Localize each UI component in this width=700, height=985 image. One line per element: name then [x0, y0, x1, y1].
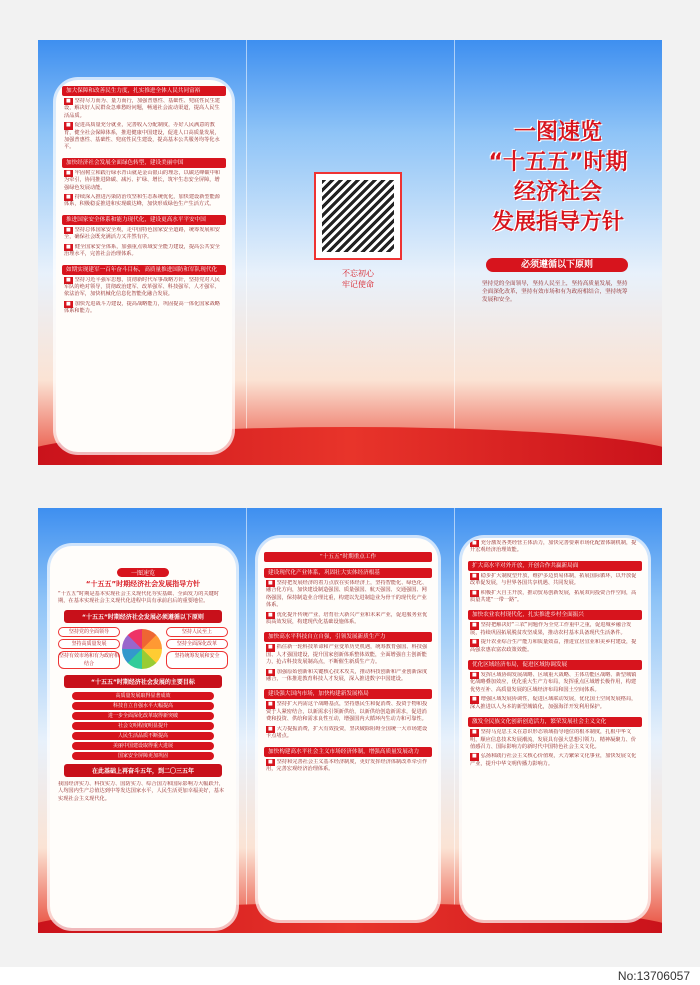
section-body	[470, 540, 640, 555]
section-heading: 加大保障和改善民生力度，扎实推进全体人民共同富裕	[62, 86, 226, 96]
section-heading: 扩大高水平对外开放，开创合作共赢新局面	[468, 561, 642, 571]
section-text: 坚持把解决好“三农”问题作为全党工作重中之重，促进城乡融合发展，持续巩固拓展脱贫攻坚成果，推动农村基本具备现代生活条件。	[470, 622, 632, 636]
section-tag: ■	[268, 644, 273, 651]
section-text: 持续深入推进污染防治攻坚和生态系统优化，加快建设新型能源体系，积极稳妥推进和实现碳达峰，加快形成绿色生产生活方式。	[64, 194, 220, 208]
section-text: 坚持习近平强军思想，贯彻新时代军事战略方针，坚持党对人民军队的绝对领导，贯彻政治建军、改革强军、科技强军、人才强军、依法治军，加快机械化信息化智能化融合发展。	[64, 276, 220, 298]
section-body	[470, 639, 640, 654]
section-body	[470, 729, 640, 751]
section-tag: ■	[66, 194, 71, 201]
section-tag: ■	[472, 729, 477, 736]
section-body	[64, 98, 224, 120]
section-tag: ■	[268, 668, 273, 675]
badge: 一图速览	[117, 568, 169, 577]
panel-livelihood-card	[56, 80, 232, 452]
intro-text: “十五五”时期是基本实现社会主义现代化夯实基础、全面发力的关键时期，在基本实现社会主义现代化进程中具有承前启后的重要地位。	[58, 591, 220, 605]
goal-item: 高质量发展取得显著成效	[72, 692, 214, 700]
section-text: 坚持尽力而为、量力而行，加强普惠性、基础性、兜底性民生建设，解决好人民群众急难愁盼问题，畅通社会流动渠道，提高人民生活品质。	[64, 98, 220, 119]
section-tag: ■	[66, 243, 71, 250]
section-tag: ■	[472, 696, 477, 703]
panel-key-work-card	[258, 538, 438, 920]
section-tag: ■	[472, 589, 477, 596]
section-body	[266, 726, 430, 741]
cover-title	[468, 118, 648, 238]
principle-item: 坚持高质量发展	[58, 639, 120, 649]
section-heading: 建设现代化产业体系，巩固壮大实体经济根基	[264, 568, 432, 578]
section-text: 坚持扩大内需这个战略基点，坚持惠民生和促消费、投资于物和投资于人紧密结合，以新需求引领新供给，以新供给创造新需求，促进消费和投资、供给和需求良性互动，增强国内大循环内生动力和可靠性。	[266, 701, 428, 723]
principle-item: 坚持人民至上	[166, 627, 228, 637]
section-heading: 优化区域经济布局，促进区域协调发展	[468, 660, 642, 670]
cover-title-line: “十五五”时期	[488, 150, 628, 175]
section-body	[470, 573, 640, 588]
section-body	[470, 622, 640, 637]
section-body	[470, 696, 640, 711]
section-body	[266, 580, 430, 610]
section-body	[64, 194, 224, 209]
section-heading: 加快经济社会发展全面绿色转型，建设美丽中国	[62, 158, 226, 168]
section-text: 加快先进战斗力建设，提高战略能力，巩固提高一体化国家战略体系和能力。	[64, 300, 220, 315]
section-body	[470, 590, 640, 605]
principles-wheel-icon	[122, 629, 162, 669]
section-text: 坚持总体国家安全观，走中国特色国家安全道路，统筹发展和安全，确保社会既充满活力又井然有序。	[64, 226, 220, 241]
panel-heading: “十五五”时期经济社会发展指导方针	[85, 580, 201, 588]
section-text: 加强原始创新和关键核心技术攻关，推动科技创新和产业创新深度融合，一体推进教育科技人才发展，深入推进数字中国建设。	[266, 668, 428, 683]
section-body	[64, 277, 224, 299]
principles-title: “十五五”时期经济社会发展必须遵循以下原则	[64, 610, 222, 623]
goal-item: 科技自立自强水平大幅提高	[72, 702, 214, 710]
section-tag: ■	[268, 580, 273, 586]
slogan-line: 牢记使命	[342, 280, 374, 289]
section-heading: 激发全民族文化创新创造活力，繁荣发展社会主义文化	[468, 717, 642, 727]
watermark-id: No:13706057	[617, 969, 690, 983]
cover-title-line: 经济社会	[513, 180, 602, 205]
closing-title: 在此基础上再奋斗五年，到二〇三五年	[64, 764, 222, 777]
section-body	[470, 753, 640, 768]
section-tag: ■	[66, 122, 71, 129]
brochure-inner-side	[38, 508, 662, 933]
section-text: 弘扬和践行社会主义核心价值观，大力繁荣文化事业，加快发展文化产业，提升中华文明传播力影响力。	[470, 753, 637, 767]
closing-text: 我国经济实力、科技实力、国防实力、综合国力和国际影响力大幅跃升，人均国内生产总值达到中等发达国家水平，人民生活更加幸福美好，基本实现社会主义现代化。	[58, 780, 225, 802]
section-tag: ■	[268, 758, 273, 765]
section-text: 牢固树立和践行绿水青山就是金山银山的理念，以碳达峰碳中和为牵引，协同推进降碳、减污、扩绿、增长，筑牢生态安全屏障，增强绿色发展动能。	[64, 169, 220, 191]
cover-title-line: 一图速览	[513, 120, 602, 145]
section-text: 积极扩大自主开放，推动贸易创新发展，拓展双向投资合作空间，高质量共建“一带一路”。	[470, 589, 637, 604]
panel-title: “十五五”时期重点工作	[264, 552, 432, 562]
cover-body: 坚持党的全面领导，坚持人民至上，坚持高质量发展，坚持全面深化改革，坚持有效市场和有为政府相结合，坚持统筹发展和安全。	[482, 281, 628, 303]
section-body	[64, 244, 224, 259]
section-body	[266, 644, 430, 666]
section-text: 增强区域发展协调性，促进区域联动发展，优化国土空间发展格局，深入推进以人为本的新型城镇化，加强海洋开发利用保护。	[470, 696, 637, 710]
section-tag: ■	[268, 611, 273, 618]
section-heading: 加快高水平科技自立自强，引领发展新质生产力	[264, 632, 432, 642]
section-text: 发挥区域协调发展战略、区域重大战略、主体功能区战略、新型城镇化战略叠加效应，优化重大生产力布局，发挥重点区域增长极作用，构建优势互补、高质量发展的区域经济布局和国土空间体系。	[470, 672, 637, 693]
fold-line	[454, 40, 455, 465]
section-heading: 加快构建高水平社会主义市场经济体制，增强高质量发展动力	[264, 747, 432, 757]
qr-code[interactable]	[314, 172, 402, 260]
section-heading: 如期实现建军一百年奋斗目标，高质量推进国防和军队现代化	[62, 265, 226, 275]
goal-item: 进一步全面深化改革取得新突破	[72, 712, 214, 720]
principle-item: 坚持有效市场和有为政府相结合	[59, 652, 120, 667]
section-tag: ■	[66, 226, 71, 233]
section-heading: 建设强大国内市场，加快构建新发展格局	[264, 689, 432, 699]
section-tag: ■	[66, 98, 71, 104]
section-text: 促进高质量充分就业，完善收入分配制度，办好人民满意的教育，健全社会保障体系，推进健康中国建设，促进人口高质量发展，加强普惠性、基础性、兜底性民生建设，提高基本公共服务均等化水平。	[64, 122, 220, 151]
section-body	[470, 672, 640, 694]
section-tag: ■	[472, 639, 477, 646]
fold-line	[246, 40, 247, 465]
section-tag: ■	[268, 701, 273, 708]
goal-item: 社会文明程度明显提升	[72, 722, 214, 730]
section-body	[266, 759, 430, 774]
section-tag: ■	[472, 572, 477, 579]
section-body	[64, 227, 224, 242]
section-tag: ■	[472, 753, 477, 760]
section-text: 坚持马克思主义在意识形态领域指导地位的根本制度，扎根中华文明，顺应信息技术发展潮流，发展具有强大思想引领力、精神凝聚力、价值感召力、国际影响力的新时代中国特色社会主义文化。	[470, 729, 637, 750]
section-text: 健全国家安全体系，加强重点领域安全能力建设，提高公共安全治理水平，完善社会治理体系。	[64, 243, 220, 258]
section-tag: ■	[472, 672, 477, 679]
watermark-bar	[0, 967, 700, 985]
fold-line	[454, 508, 455, 933]
cover-subtitle: 必须遵循以下原则	[486, 258, 628, 272]
section-tag: ■	[472, 540, 477, 546]
section-text: 稳步扩大制度型开放，维护多边贸易体制，拓展国际循环，以开放促改革促发展，与世界各国共享机遇、共同发展。	[470, 572, 637, 587]
section-text: 抓住新一轮科技革命和产业变革历史机遇，统筹教育强国、科技强国、人才强国建设，提升国家创新体系整体效能，全面增强自主创新能力，抢占科技发展制高点，不断催生新质生产力。	[266, 644, 428, 666]
section-text: 坚持和完善社会主义基本经济制度，更好发挥经济体制改革牵引作用，完善宏观经济治理体系。	[266, 758, 428, 772]
section-tag: ■	[66, 300, 71, 307]
section-body	[64, 301, 224, 316]
goal-item: 国家安全屏障更加巩固	[72, 752, 214, 760]
section-heading: 加快农业农村现代化，扎实推进乡村全面振兴	[468, 610, 642, 620]
section-body	[64, 122, 224, 152]
fold-line	[246, 508, 247, 933]
panel-key-work-cont-card	[462, 538, 648, 920]
goal-item: 美丽中国建设取得重大进展	[72, 742, 214, 750]
section-tag: ■	[268, 725, 273, 732]
slogan	[314, 268, 402, 290]
section-tag: ■	[66, 169, 71, 176]
principle-item: 坚持统筹发展和安全	[166, 651, 228, 669]
section-tag: ■	[472, 622, 477, 629]
section-body	[64, 170, 224, 192]
cover-title-line: 发展指导方针	[491, 210, 624, 235]
panel-guidelines-card	[50, 546, 236, 928]
goal-item: 人民生活品质不断提高	[72, 732, 214, 740]
section-tag: ■	[66, 276, 71, 283]
brochure-outer-side	[38, 40, 662, 465]
section-text: 大力提振消费，扩大有效投资，坚决破除阻碍全国统一大市场建设卡点堵点。	[266, 725, 428, 740]
section-body	[266, 669, 430, 684]
section-text: 优化提升传统产业，培育壮大新兴产业和未来产业，促进服务业优质高效发展，构建现代化基础设施体系。	[266, 611, 428, 626]
section-body	[266, 612, 430, 627]
principles-grid	[58, 627, 228, 671]
section-body	[266, 701, 430, 723]
section-text: 提升农业综合生产能力和质量效益，推进宜居宜业和美乡村建设，提高强农惠农富农政策效能。	[470, 639, 637, 653]
principle-item: 坚持党的全面领导	[58, 627, 120, 637]
section-heading: 推进国家安全体系和能力现代化，建设更高水平平安中国	[62, 215, 226, 225]
section-text: 坚持把发展经济的着力点放在实体经济上，坚持智能化、绿色化、融合化方向，加快建设制造强国、质量强国、航天强国、交通强国、网络强国，保持制造业合理比重，构建以先进制造业为骨干的现代化产业体系。	[266, 580, 428, 609]
section-text: 充分激发各类经营主体活力，加快完善要素市场化配置体制机制，提升宏观经济治理效能。	[470, 540, 637, 554]
principle-item: 坚持全面深化改革	[166, 639, 228, 649]
goals-title: “十五五”时期经济社会发展的主要目标	[64, 675, 222, 688]
slogan-line: 不忘初心	[342, 269, 374, 278]
